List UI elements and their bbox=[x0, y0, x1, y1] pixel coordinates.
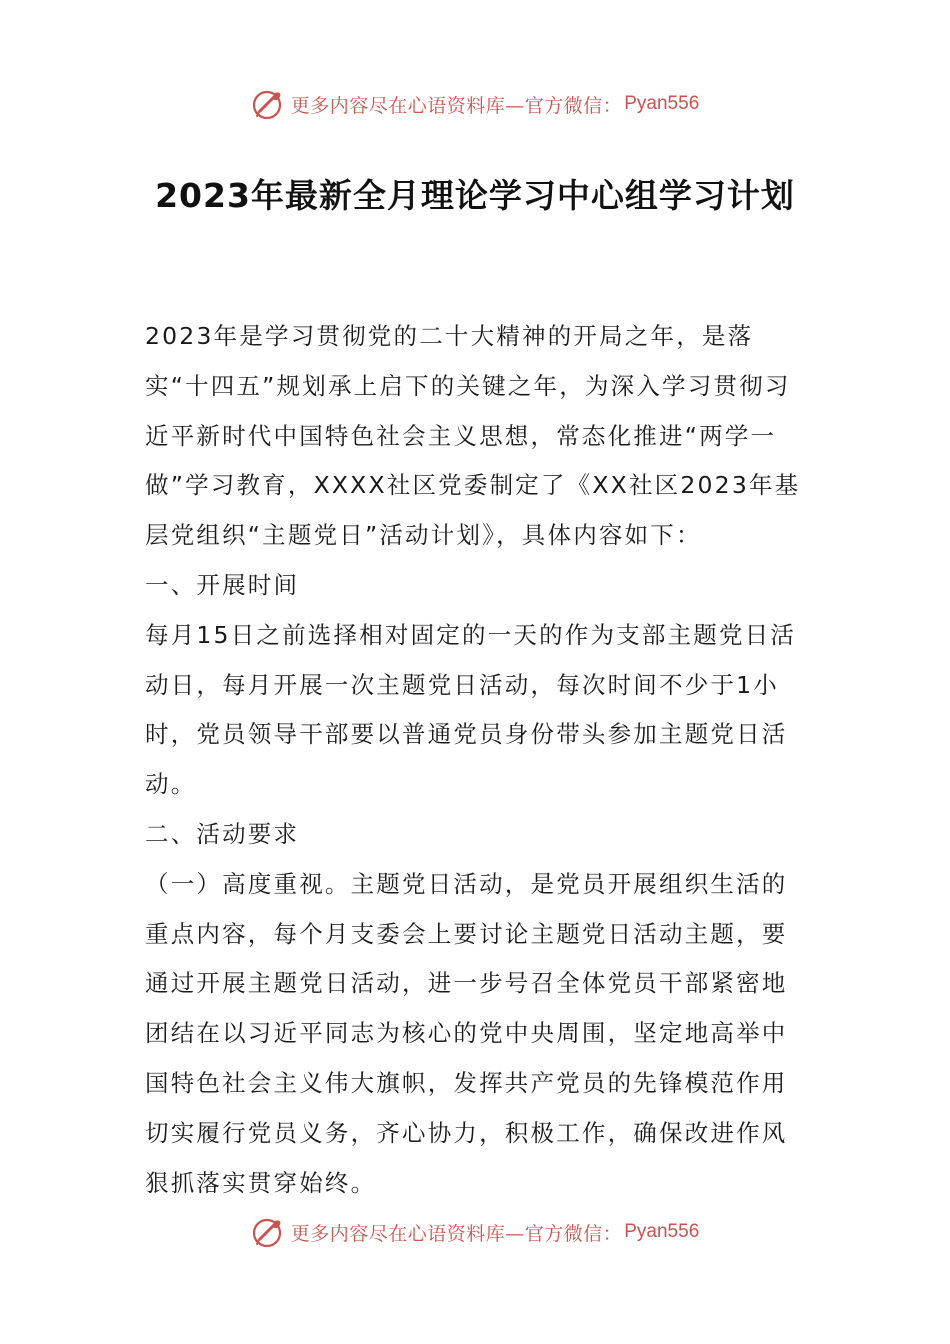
quill-logo-icon bbox=[251, 1215, 285, 1249]
watermark-wechat-id: Pyan556 bbox=[624, 93, 700, 114]
footer-watermark bbox=[0, 1212, 950, 1252]
watermark-text: 更多内容尽在心语资料库—官方微信： bbox=[290, 1222, 623, 1245]
intro-paragraph: 2023年是学习贯彻党的二十大精神的开局之年，是落实“十四五”规划承上启下的关键之年，为深入学习贯彻习近平新时代中国特色社会主义思想，常态化推进“两学一做”学习教育，XXXX社区党委制定了《XX社区2023年基层党组织“主题党日”活动计划》，具体内容如下： bbox=[145, 322, 801, 550]
section-heading-requirements: 二、活动要求 bbox=[145, 819, 300, 848]
header-watermark bbox=[0, 84, 950, 124]
document-body bbox=[145, 312, 810, 1208]
quill-logo-icon bbox=[251, 87, 285, 121]
watermark-wechat-id: Pyan556 bbox=[624, 1221, 700, 1242]
section-heading-time: 一、开展时间 bbox=[145, 570, 300, 599]
watermark-text: 更多内容尽在心语资料库—官方微信： bbox=[290, 94, 623, 117]
document-title: 2023年最新全月理论学习中心组学习计划 bbox=[155, 176, 795, 215]
time-paragraph: 每月15日之前选择相对固定的一天的作为支部主题党日活动日，每月开展一次主题党日活动，每次时间不少于1小时，党员领导干部要以普通党员身份带头参加主题党日活动。 bbox=[145, 620, 797, 799]
requirements-paragraph: （一）高度重视。主题党日活动，是党员开展组织生活的重点内容，每个月支委会上要讨论主题党日活动主题，要通过开展主题党日活动，进一步号召全体党员干部紧密地团结在以习近平同志为核心的党中央周围，坚定地高举中国特色社会主义伟大旗帜，发挥共产党员的先锋模范作用切实履行党员义务，齐心协力，积极工作，确保改进作风狠抓落实贯穿始终。 bbox=[145, 869, 788, 1197]
